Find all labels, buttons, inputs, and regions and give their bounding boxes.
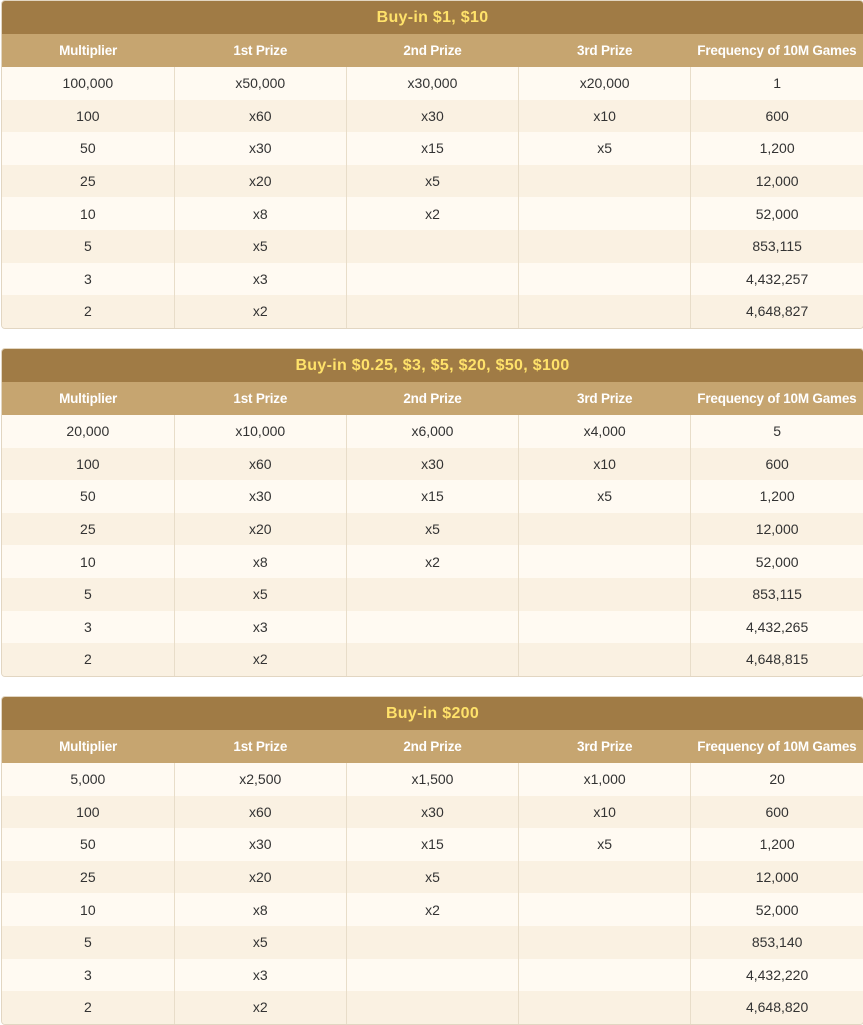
cell-1st-prize: x5 <box>174 578 346 611</box>
table-row <box>2 230 863 263</box>
cell-3rd-prize: x5 <box>519 132 691 165</box>
cell-2nd-prize: x6,000 <box>346 415 518 448</box>
cell-3rd-prize: x1,000 <box>519 763 691 796</box>
cell-3rd-prize <box>519 197 691 230</box>
cell-1st-prize: x2 <box>174 991 346 1024</box>
cell-frequency: 1,200 <box>691 132 863 165</box>
table-row <box>2 165 863 198</box>
cell-3rd-prize <box>519 991 691 1024</box>
cell-1st-prize: x50,000 <box>174 67 346 100</box>
cell-3rd-prize <box>519 545 691 578</box>
table-row <box>2 67 863 100</box>
header-1st-prize: 1st Prize <box>174 730 346 763</box>
cell-multiplier: 100 <box>2 796 174 829</box>
header-multiplier: Multiplier <box>2 382 174 415</box>
cell-frequency: 4,648,815 <box>691 643 863 676</box>
cell-frequency: 853,115 <box>691 578 863 611</box>
cell-2nd-prize <box>346 991 518 1024</box>
table-title: Buy-in $1, $10 <box>2 1 863 34</box>
cell-multiplier: 10 <box>2 545 174 578</box>
cell-multiplier: 50 <box>2 480 174 513</box>
cell-frequency: 4,648,827 <box>691 295 863 328</box>
cell-3rd-prize <box>519 611 691 644</box>
cell-2nd-prize: x15 <box>346 132 518 165</box>
cell-3rd-prize <box>519 165 691 198</box>
table-row <box>2 448 863 481</box>
cell-1st-prize: x60 <box>174 796 346 829</box>
cell-3rd-prize <box>519 263 691 296</box>
header-2nd-prize: 2nd Prize <box>346 730 518 763</box>
cell-2nd-prize: x30 <box>346 100 518 133</box>
cell-3rd-prize: x10 <box>519 448 691 481</box>
header-frequency: Frequency of 10M Games <box>691 34 863 67</box>
cell-2nd-prize: x30 <box>346 796 518 829</box>
cell-multiplier: 100,000 <box>2 67 174 100</box>
cell-1st-prize: x60 <box>174 448 346 481</box>
header-row <box>2 382 863 415</box>
table-row <box>2 480 863 513</box>
header-3rd-prize: 3rd Prize <box>519 382 691 415</box>
header-row <box>2 34 863 67</box>
header-3rd-prize: 3rd Prize <box>519 730 691 763</box>
cell-3rd-prize <box>519 893 691 926</box>
cell-multiplier: 50 <box>2 828 174 861</box>
cell-2nd-prize: x5 <box>346 513 518 546</box>
prize-table-1 <box>1 0 863 329</box>
cell-1st-prize: x2 <box>174 643 346 676</box>
cell-1st-prize: x8 <box>174 893 346 926</box>
cell-3rd-prize: x4,000 <box>519 415 691 448</box>
header-2nd-prize: 2nd Prize <box>346 34 518 67</box>
cell-multiplier: 2 <box>2 295 174 328</box>
cell-3rd-prize <box>519 643 691 676</box>
cell-multiplier: 2 <box>2 991 174 1024</box>
cell-3rd-prize <box>519 230 691 263</box>
prize-table <box>2 730 863 1024</box>
cell-1st-prize: x2 <box>174 295 346 328</box>
table-row <box>2 796 863 829</box>
header-2nd-prize: 2nd Prize <box>346 382 518 415</box>
table-title: Buy-in $200 <box>2 697 863 730</box>
cell-3rd-prize <box>519 295 691 328</box>
cell-2nd-prize <box>346 959 518 992</box>
cell-frequency: 600 <box>691 796 863 829</box>
cell-frequency: 5 <box>691 415 863 448</box>
cell-multiplier: 25 <box>2 513 174 546</box>
header-frequency: Frequency of 10M Games <box>691 730 863 763</box>
header-3rd-prize: 3rd Prize <box>519 34 691 67</box>
cell-2nd-prize: x5 <box>346 861 518 894</box>
cell-frequency: 4,648,820 <box>691 991 863 1024</box>
table-row <box>2 893 863 926</box>
cell-1st-prize: x30 <box>174 828 346 861</box>
table-row <box>2 132 863 165</box>
cell-2nd-prize: x5 <box>346 165 518 198</box>
cell-2nd-prize <box>346 230 518 263</box>
cell-multiplier: 50 <box>2 132 174 165</box>
cell-1st-prize: x60 <box>174 100 346 133</box>
table-row <box>2 545 863 578</box>
cell-1st-prize: x3 <box>174 611 346 644</box>
table-title: Buy-in $0.25, $3, $5, $20, $50, $100 <box>2 349 863 382</box>
cell-2nd-prize: x15 <box>346 828 518 861</box>
cell-frequency: 12,000 <box>691 861 863 894</box>
cell-2nd-prize: x2 <box>346 893 518 926</box>
cell-3rd-prize <box>519 959 691 992</box>
table-row <box>2 295 863 328</box>
cell-3rd-prize: x10 <box>519 796 691 829</box>
cell-multiplier: 25 <box>2 165 174 198</box>
cell-2nd-prize: x30 <box>346 448 518 481</box>
cell-multiplier: 5,000 <box>2 763 174 796</box>
header-multiplier: Multiplier <box>2 730 174 763</box>
cell-3rd-prize: x5 <box>519 828 691 861</box>
cell-3rd-prize <box>519 513 691 546</box>
cell-multiplier: 3 <box>2 959 174 992</box>
cell-1st-prize: x2,500 <box>174 763 346 796</box>
cell-multiplier: 5 <box>2 926 174 959</box>
cell-1st-prize: x20 <box>174 165 346 198</box>
cell-frequency: 52,000 <box>691 893 863 926</box>
cell-1st-prize: x30 <box>174 132 346 165</box>
prize-table-2 <box>1 348 863 677</box>
cell-3rd-prize: x5 <box>519 480 691 513</box>
cell-2nd-prize <box>346 611 518 644</box>
cell-multiplier: 3 <box>2 263 174 296</box>
cell-frequency: 4,432,220 <box>691 959 863 992</box>
cell-2nd-prize: x2 <box>346 197 518 230</box>
table-row <box>2 959 863 992</box>
cell-frequency: 52,000 <box>691 545 863 578</box>
cell-frequency: 1,200 <box>691 480 863 513</box>
prize-table-3 <box>1 696 863 1025</box>
table-row <box>2 100 863 133</box>
prize-table <box>2 382 863 676</box>
header-1st-prize: 1st Prize <box>174 34 346 67</box>
cell-frequency: 853,115 <box>691 230 863 263</box>
cell-frequency: 600 <box>691 448 863 481</box>
cell-frequency: 52,000 <box>691 197 863 230</box>
header-multiplier: Multiplier <box>2 34 174 67</box>
cell-2nd-prize <box>346 295 518 328</box>
table-row <box>2 611 863 644</box>
prize-table <box>2 34 863 328</box>
table-row <box>2 415 863 448</box>
table-row <box>2 197 863 230</box>
cell-3rd-prize: x10 <box>519 100 691 133</box>
table-row <box>2 926 863 959</box>
cell-1st-prize: x5 <box>174 926 346 959</box>
header-1st-prize: 1st Prize <box>174 382 346 415</box>
table-row <box>2 861 863 894</box>
cell-1st-prize: x3 <box>174 959 346 992</box>
cell-multiplier: 3 <box>2 611 174 644</box>
cell-frequency: 12,000 <box>691 165 863 198</box>
cell-3rd-prize <box>519 861 691 894</box>
cell-1st-prize: x20 <box>174 513 346 546</box>
cell-1st-prize: x8 <box>174 545 346 578</box>
cell-2nd-prize: x2 <box>346 545 518 578</box>
table-row <box>2 578 863 611</box>
cell-multiplier: 25 <box>2 861 174 894</box>
cell-frequency: 1 <box>691 67 863 100</box>
cell-frequency: 4,432,265 <box>691 611 863 644</box>
table-row <box>2 828 863 861</box>
table-row <box>2 263 863 296</box>
table-row <box>2 763 863 796</box>
cell-2nd-prize <box>346 643 518 676</box>
cell-multiplier: 10 <box>2 893 174 926</box>
cell-2nd-prize: x30,000 <box>346 67 518 100</box>
cell-frequency: 1,200 <box>691 828 863 861</box>
cell-2nd-prize: x15 <box>346 480 518 513</box>
table-row <box>2 643 863 676</box>
header-frequency: Frequency of 10M Games <box>691 382 863 415</box>
cell-3rd-prize: x20,000 <box>519 67 691 100</box>
header-row <box>2 730 863 763</box>
cell-multiplier: 2 <box>2 643 174 676</box>
cell-frequency: 20 <box>691 763 863 796</box>
cell-1st-prize: x5 <box>174 230 346 263</box>
cell-2nd-prize <box>346 578 518 611</box>
cell-2nd-prize <box>346 926 518 959</box>
cell-3rd-prize <box>519 578 691 611</box>
cell-multiplier: 5 <box>2 578 174 611</box>
cell-frequency: 12,000 <box>691 513 863 546</box>
cell-multiplier: 5 <box>2 230 174 263</box>
cell-2nd-prize: x1,500 <box>346 763 518 796</box>
cell-3rd-prize <box>519 926 691 959</box>
table-row <box>2 513 863 546</box>
cell-frequency: 4,432,257 <box>691 263 863 296</box>
cell-1st-prize: x20 <box>174 861 346 894</box>
cell-frequency: 600 <box>691 100 863 133</box>
cell-1st-prize: x8 <box>174 197 346 230</box>
table-row <box>2 991 863 1024</box>
cell-1st-prize: x30 <box>174 480 346 513</box>
cell-1st-prize: x10,000 <box>174 415 346 448</box>
cell-multiplier: 20,000 <box>2 415 174 448</box>
cell-multiplier: 10 <box>2 197 174 230</box>
cell-2nd-prize <box>346 263 518 296</box>
cell-multiplier: 100 <box>2 448 174 481</box>
cell-1st-prize: x3 <box>174 263 346 296</box>
cell-frequency: 853,140 <box>691 926 863 959</box>
cell-multiplier: 100 <box>2 100 174 133</box>
